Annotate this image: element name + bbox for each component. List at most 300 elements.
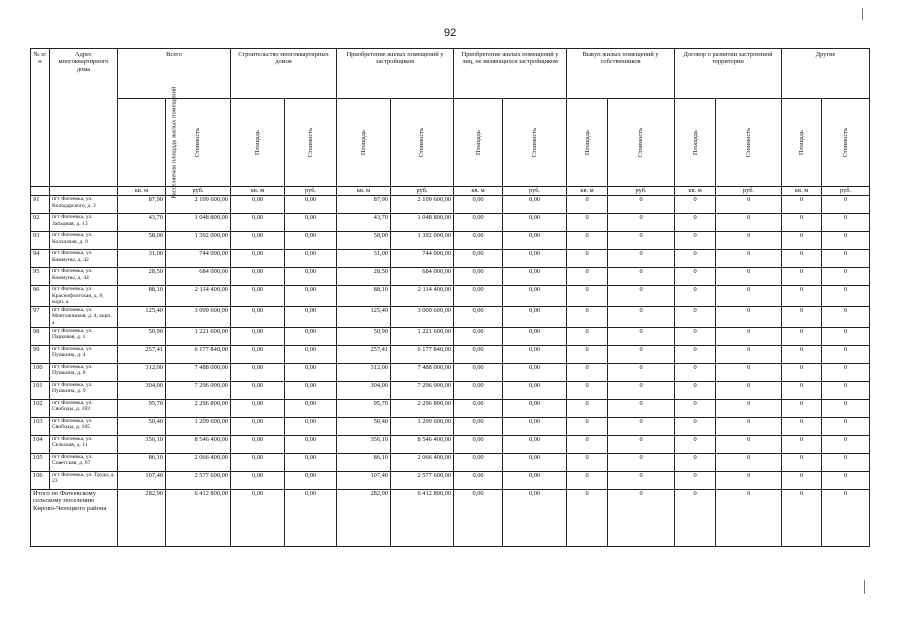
row-buyout-area: 0 (567, 453, 608, 471)
col-header-development-agreement: Договор о развитии застроенной территории (675, 49, 782, 99)
row-cost: 7 488 000,00 (166, 363, 231, 381)
row-buyout-area: 0 (567, 363, 608, 381)
row-agreement-area: 0 (675, 268, 716, 286)
row-other-cost: 0 (822, 435, 870, 453)
row-construction-cost: 0,00 (285, 250, 337, 268)
row-developer-cost: 3 009 600,00 (391, 306, 454, 327)
row-nondeveloper-cost: 0,00 (503, 435, 567, 453)
row-construction-cost: 0,00 (285, 286, 337, 307)
col-header-buyout: Выкуп жилых помещений у собственников (567, 49, 675, 99)
col-header-no: № п/п (31, 49, 50, 187)
table-row (31, 214, 870, 232)
row-other-area: 0 (782, 268, 822, 286)
row-other-cost: 0 (822, 306, 870, 327)
row-buyout-area: 0 (567, 417, 608, 435)
row-address: пгт Фатеевка, ул. Краснофлотская, д. 8, корп. а (50, 286, 118, 307)
row-construction-cost: 0,00 (285, 306, 337, 327)
row-construction-cost: 0,00 (285, 196, 337, 214)
row-construction-area: 0,00 (231, 471, 285, 489)
col-header-construction: Строительство многоквартирных домов (231, 49, 337, 99)
row-nondeveloper-area: 0,00 (454, 232, 503, 250)
total-row (31, 489, 870, 546)
row-agreement-area: 0 (675, 363, 716, 381)
row-agreement-cost: 0 (716, 453, 782, 471)
row-construction-cost: 0,00 (285, 453, 337, 471)
row-address: пгт Фатеевка, ул. Монтажников, д. 4, корп. а (50, 306, 118, 327)
row-construction-cost: 0,00 (285, 345, 337, 363)
row-nondeveloper-area: 0,00 (454, 196, 503, 214)
row-construction-cost: 0,00 (285, 327, 337, 345)
row-nondeveloper-cost: 0,00 (503, 196, 567, 214)
row-agreement-cost: 0 (716, 214, 782, 232)
row-nondeveloper-cost: 0,00 (503, 232, 567, 250)
row-construction-cost: 0,00 (285, 268, 337, 286)
row-other-area: 0 (782, 345, 822, 363)
row-buyout-area: 0 (567, 381, 608, 399)
row-developer-area: 95,70 (337, 399, 391, 417)
row-other-area: 0 (782, 417, 822, 435)
unit-cell: кв. м (337, 187, 391, 196)
row-agreement-cost: 0 (716, 196, 782, 214)
unit-cell: руб. (285, 187, 337, 196)
row-other-cost: 0 (822, 214, 870, 232)
total-other-area: 0 (782, 489, 822, 546)
row-cost: 8 546 400,00 (166, 435, 231, 453)
row-nondeveloper-cost: 0,00 (503, 268, 567, 286)
subheader-cost: Стоимость (608, 99, 675, 187)
row-agreement-area: 0 (675, 435, 716, 453)
row-other-area: 0 (782, 381, 822, 399)
row-nondeveloper-cost: 0,00 (503, 286, 567, 307)
row-construction-cost: 0,00 (285, 381, 337, 399)
row-area: 356,10 (118, 435, 166, 453)
total-label: Итого по Фатеевскому сельскому поселению Кирово-Чепецкого района (31, 489, 118, 546)
row-buyout-cost: 0 (608, 453, 675, 471)
row-address: пгт Фатеевка, ул. Пушкина, д. 4 (50, 345, 118, 363)
row-address: пгт Фатеевка, ул. Пушкина, д. 8 (50, 363, 118, 381)
row-buyout-cost: 0 (608, 268, 675, 286)
row-agreement-area: 0 (675, 196, 716, 214)
row-developer-area: 50,90 (337, 327, 391, 345)
subheader-cost: Стоимость (285, 99, 337, 187)
row-number: 91 (31, 196, 50, 214)
row-address: пгт Фатеевка, ул. Труда, д. 23 (50, 471, 118, 489)
row-buyout-area: 0 (567, 232, 608, 250)
row-developer-area: 356,10 (337, 435, 391, 453)
row-agreement-area: 0 (675, 417, 716, 435)
col-header-purchase-developers: Приобретение жилых помещений у застройщиков (337, 49, 454, 99)
row-number: 94 (31, 250, 50, 268)
row-area: 312,00 (118, 363, 166, 381)
row-developer-area: 304,00 (337, 381, 391, 399)
row-agreement-area: 0 (675, 286, 716, 307)
row-number: 93 (31, 232, 50, 250)
row-construction-cost: 0,00 (285, 214, 337, 232)
table-row (31, 345, 870, 363)
unit-cell: руб. (822, 187, 870, 196)
row-developer-area: 88,10 (337, 286, 391, 307)
total-other-cost: 0 (822, 489, 870, 546)
margin-mark-top (862, 8, 863, 20)
row-nondeveloper-area: 0,00 (454, 471, 503, 489)
table-row (31, 417, 870, 435)
row-other-cost: 0 (822, 453, 870, 471)
row-nondeveloper-area: 0,00 (454, 435, 503, 453)
row-agreement-area: 0 (675, 453, 716, 471)
row-other-area: 0 (782, 286, 822, 307)
row-nondeveloper-area: 0,00 (454, 306, 503, 327)
row-number: 98 (31, 327, 50, 345)
table-row (31, 381, 870, 399)
row-number: 101 (31, 381, 50, 399)
row-address: пгт Фатеевка, ул. Колхозная, д. 9 (50, 232, 118, 250)
row-agreement-cost: 0 (716, 250, 782, 268)
unit-cell: руб. (503, 187, 567, 196)
row-cost: 1 221 600,00 (166, 327, 231, 345)
table-row (31, 471, 870, 489)
row-address: пгт Фатеевка, ул. Парковая, д. 1 (50, 327, 118, 345)
row-other-cost: 0 (822, 232, 870, 250)
row-other-area: 0 (782, 214, 822, 232)
row-area: 43,70 (118, 214, 166, 232)
subheader-cost: Стоимость (391, 99, 454, 187)
row-agreement-area: 0 (675, 214, 716, 232)
row-buyout-area: 0 (567, 286, 608, 307)
row-agreement-cost: 0 (716, 381, 782, 399)
row-buyout-cost: 0 (608, 306, 675, 327)
row-cost: 2 577 600,00 (166, 471, 231, 489)
row-developer-cost: 2 109 600,00 (391, 196, 454, 214)
row-other-cost: 0 (822, 268, 870, 286)
col-header-purchase-non-developers: Приобретение жилых помещений у лиц, не являющихся застройщиком (454, 49, 567, 99)
row-nondeveloper-cost: 0,00 (503, 399, 567, 417)
subheader-area: Площадь (231, 99, 285, 187)
row-cost: 3 009 600,00 (166, 306, 231, 327)
table-row (31, 327, 870, 345)
row-nondeveloper-area: 0,00 (454, 381, 503, 399)
row-nondeveloper-cost: 0,00 (503, 306, 567, 327)
row-nondeveloper-cost: 0,00 (503, 363, 567, 381)
row-other-area: 0 (782, 196, 822, 214)
row-developer-area: 312,00 (337, 363, 391, 381)
row-buyout-area: 0 (567, 399, 608, 417)
row-buyout-cost: 0 (608, 232, 675, 250)
row-buyout-cost: 0 (608, 286, 675, 307)
subheader-resettled-area: Расселяемая площадь жилых помещений (118, 99, 166, 187)
row-agreement-area: 0 (675, 327, 716, 345)
row-buyout-area: 0 (567, 268, 608, 286)
row-number: 106 (31, 471, 50, 489)
row-developer-area: 257,41 (337, 345, 391, 363)
row-cost: 1 048 800,00 (166, 214, 231, 232)
row-buyout-cost: 0 (608, 381, 675, 399)
row-developer-cost: 2 114 400,00 (391, 286, 454, 307)
row-area: 50,90 (118, 327, 166, 345)
row-developer-area: 125,40 (337, 306, 391, 327)
row-address: пгт Фатеевка, ул. Володарского, д. 2 (50, 196, 118, 214)
row-agreement-cost: 0 (716, 399, 782, 417)
row-developer-area: 50,40 (337, 417, 391, 435)
row-nondeveloper-area: 0,00 (454, 417, 503, 435)
row-developer-cost: 1 221 600,00 (391, 327, 454, 345)
housing-table (30, 48, 870, 547)
row-buyout-area: 0 (567, 435, 608, 453)
row-address: пгт Фатеевка, ул. Западная, д. 13 (50, 214, 118, 232)
table-row (31, 435, 870, 453)
subheader-cost: Стоимость (822, 99, 870, 187)
unit-cell: кв. м (782, 187, 822, 196)
row-construction-area: 0,00 (231, 268, 285, 286)
row-other-area: 0 (782, 327, 822, 345)
row-cost: 2 066 400,00 (166, 453, 231, 471)
total-buyout-area: 0 (567, 489, 608, 546)
row-agreement-area: 0 (675, 381, 716, 399)
unit-cell: кв. м (675, 187, 716, 196)
row-buyout-cost: 0 (608, 250, 675, 268)
row-buyout-area: 0 (567, 214, 608, 232)
subheader-cost: Стоимость (716, 99, 782, 187)
table-row (31, 363, 870, 381)
row-other-area: 0 (782, 306, 822, 327)
subheader-cost: Стоимость (166, 99, 231, 187)
row-buyout-cost: 0 (608, 363, 675, 381)
row-construction-area: 0,00 (231, 345, 285, 363)
row-construction-area: 0,00 (231, 435, 285, 453)
row-developer-cost: 7 296 000,00 (391, 381, 454, 399)
margin-mark-bottom (864, 580, 865, 594)
row-buyout-cost: 0 (608, 214, 675, 232)
row-agreement-area: 0 (675, 345, 716, 363)
row-construction-area: 0,00 (231, 214, 285, 232)
row-nondeveloper-area: 0,00 (454, 345, 503, 363)
row-number: 103 (31, 417, 50, 435)
table-row (31, 286, 870, 307)
total-area: 282,90 (118, 489, 166, 546)
row-other-cost: 0 (822, 381, 870, 399)
row-construction-area: 0,00 (231, 306, 285, 327)
total-developer-cost: 6 412 800,00 (391, 489, 454, 546)
subheader-area: Площадь (782, 99, 822, 187)
table-row (31, 196, 870, 214)
row-other-cost: 0 (822, 196, 870, 214)
row-construction-area: 0,00 (231, 399, 285, 417)
row-address: пгт Фатеевка, ул. Сельская, д. 11 (50, 435, 118, 453)
row-cost: 684 000,00 (166, 268, 231, 286)
row-other-area: 0 (782, 232, 822, 250)
row-area: 95,70 (118, 399, 166, 417)
total-construction-cost: 0,00 (285, 489, 337, 546)
row-construction-cost: 0,00 (285, 471, 337, 489)
row-other-cost: 0 (822, 417, 870, 435)
row-construction-area: 0,00 (231, 232, 285, 250)
row-area: 86,10 (118, 453, 166, 471)
col-header-other: Другие (782, 49, 870, 99)
row-address: пгт Фатеевка, ул. Свободы, д. 103 (50, 399, 118, 417)
row-nondeveloper-area: 0,00 (454, 268, 503, 286)
row-agreement-cost: 0 (716, 471, 782, 489)
row-agreement-cost: 0 (716, 232, 782, 250)
row-buyout-cost: 0 (608, 417, 675, 435)
subheader-cost: Стоимость (503, 99, 567, 187)
row-other-area: 0 (782, 435, 822, 453)
row-nondeveloper-area: 0,00 (454, 250, 503, 268)
row-developer-cost: 2 577 600,00 (391, 471, 454, 489)
row-nondeveloper-area: 0,00 (454, 327, 503, 345)
total-nondeveloper-area: 0,00 (454, 489, 503, 546)
row-developer-cost: 744 000,00 (391, 250, 454, 268)
row-area: 28,50 (118, 268, 166, 286)
row-area: 50,40 (118, 417, 166, 435)
row-agreement-cost: 0 (716, 417, 782, 435)
row-number: 104 (31, 435, 50, 453)
row-buyout-area: 0 (567, 345, 608, 363)
row-agreement-cost: 0 (716, 286, 782, 307)
row-area: 87,90 (118, 196, 166, 214)
row-other-area: 0 (782, 250, 822, 268)
row-area: 107,40 (118, 471, 166, 489)
row-nondeveloper-area: 0,00 (454, 399, 503, 417)
row-area: 125,40 (118, 306, 166, 327)
unit-cell: кв. м (567, 187, 608, 196)
row-agreement-cost: 0 (716, 268, 782, 286)
row-construction-area: 0,00 (231, 417, 285, 435)
unit-blank (31, 187, 50, 196)
row-agreement-area: 0 (675, 306, 716, 327)
row-construction-area: 0,00 (231, 286, 285, 307)
row-number: 96 (31, 286, 50, 307)
unit-cell: кв. м (231, 187, 285, 196)
total-nondeveloper-cost: 0,00 (503, 489, 567, 546)
table-body (31, 196, 870, 490)
row-address: пгт Фатеевка, ул. Советская, д. 67 (50, 453, 118, 471)
header-sub-row (31, 99, 870, 187)
row-other-cost: 0 (822, 363, 870, 381)
row-number: 102 (31, 399, 50, 417)
row-number: 92 (31, 214, 50, 232)
unit-blank (50, 187, 118, 196)
row-nondeveloper-cost: 0,00 (503, 417, 567, 435)
row-buyout-cost: 0 (608, 196, 675, 214)
total-construction-area: 0,00 (231, 489, 285, 546)
row-buyout-area: 0 (567, 306, 608, 327)
row-number: 99 (31, 345, 50, 363)
row-agreement-cost: 0 (716, 306, 782, 327)
table-row (31, 453, 870, 471)
row-agreement-cost: 0 (716, 435, 782, 453)
unit-cell: руб. (166, 187, 231, 196)
row-nondeveloper-cost: 0,00 (503, 471, 567, 489)
unit-cell: кв. м (118, 187, 166, 196)
row-agreement-area: 0 (675, 232, 716, 250)
row-nondeveloper-cost: 0,00 (503, 327, 567, 345)
row-address: пгт Фатеевка, ул. Коммуны, д. 42 (50, 250, 118, 268)
total-buyout-cost: 0 (608, 489, 675, 546)
row-nondeveloper-area: 0,00 (454, 286, 503, 307)
subheader-area: Площадь (337, 99, 391, 187)
row-agreement-area: 0 (675, 399, 716, 417)
row-buyout-cost: 0 (608, 471, 675, 489)
row-agreement-cost: 0 (716, 327, 782, 345)
row-developer-cost: 2 066 400,00 (391, 453, 454, 471)
row-area: 31,00 (118, 250, 166, 268)
unit-cell: кв. м (454, 187, 503, 196)
row-other-cost: 0 (822, 327, 870, 345)
row-developer-area: 31,00 (337, 250, 391, 268)
row-construction-cost: 0,00 (285, 417, 337, 435)
row-developer-area: 58,00 (337, 232, 391, 250)
row-developer-area: 28,50 (337, 268, 391, 286)
row-nondeveloper-cost: 0,00 (503, 250, 567, 268)
row-cost: 2 109 600,00 (166, 196, 231, 214)
row-construction-cost: 0,00 (285, 363, 337, 381)
total-agreement-cost: 0 (716, 489, 782, 546)
table-row (31, 232, 870, 250)
subheader-area: Площадь (454, 99, 503, 187)
row-construction-area: 0,00 (231, 327, 285, 345)
row-developer-cost: 1 209 600,00 (391, 417, 454, 435)
row-developer-cost: 6 177 840,00 (391, 345, 454, 363)
row-nondeveloper-area: 0,00 (454, 453, 503, 471)
row-construction-area: 0,00 (231, 453, 285, 471)
row-other-area: 0 (782, 363, 822, 381)
row-area: 58,00 (118, 232, 166, 250)
row-buyout-cost: 0 (608, 399, 675, 417)
row-other-cost: 0 (822, 345, 870, 363)
row-agreement-cost: 0 (716, 345, 782, 363)
row-developer-cost: 7 488 000,00 (391, 363, 454, 381)
row-buyout-area: 0 (567, 471, 608, 489)
unit-cell: руб. (391, 187, 454, 196)
row-other-area: 0 (782, 453, 822, 471)
row-cost: 7 296 000,00 (166, 381, 231, 399)
row-other-cost: 0 (822, 399, 870, 417)
row-buyout-cost: 0 (608, 435, 675, 453)
row-construction-cost: 0,00 (285, 232, 337, 250)
row-cost: 1 392 000,00 (166, 232, 231, 250)
col-header-address: Адрес многоквартирного дома (50, 49, 118, 187)
row-nondeveloper-cost: 0,00 (503, 214, 567, 232)
row-number: 95 (31, 268, 50, 286)
total-developer-area: 282,90 (337, 489, 391, 546)
row-cost: 2 296 800,00 (166, 399, 231, 417)
row-number: 97 (31, 306, 50, 327)
row-number: 105 (31, 453, 50, 471)
row-address: пгт Фатеевка, ул. Коммуны, д. 44 (50, 268, 118, 286)
table-row (31, 250, 870, 268)
unit-cell: руб. (608, 187, 675, 196)
table-row (31, 306, 870, 327)
row-nondeveloper-cost: 0,00 (503, 381, 567, 399)
row-developer-cost: 684 000,00 (391, 268, 454, 286)
row-construction-area: 0,00 (231, 196, 285, 214)
row-construction-cost: 0,00 (285, 435, 337, 453)
row-buyout-cost: 0 (608, 327, 675, 345)
row-other-area: 0 (782, 399, 822, 417)
row-other-cost: 0 (822, 250, 870, 268)
units-row (31, 187, 870, 196)
row-area: 304,00 (118, 381, 166, 399)
total-cost: 6 412 800,00 (166, 489, 231, 546)
row-developer-area: 107,40 (337, 471, 391, 489)
row-developer-area: 86,10 (337, 453, 391, 471)
unit-cell: руб. (716, 187, 782, 196)
row-address: пгт Фатеевка, ул. Свободы, д. 105 (50, 417, 118, 435)
row-construction-area: 0,00 (231, 250, 285, 268)
row-construction-cost: 0,00 (285, 399, 337, 417)
row-area: 88,10 (118, 286, 166, 307)
row-agreement-area: 0 (675, 250, 716, 268)
row-area: 257,41 (118, 345, 166, 363)
